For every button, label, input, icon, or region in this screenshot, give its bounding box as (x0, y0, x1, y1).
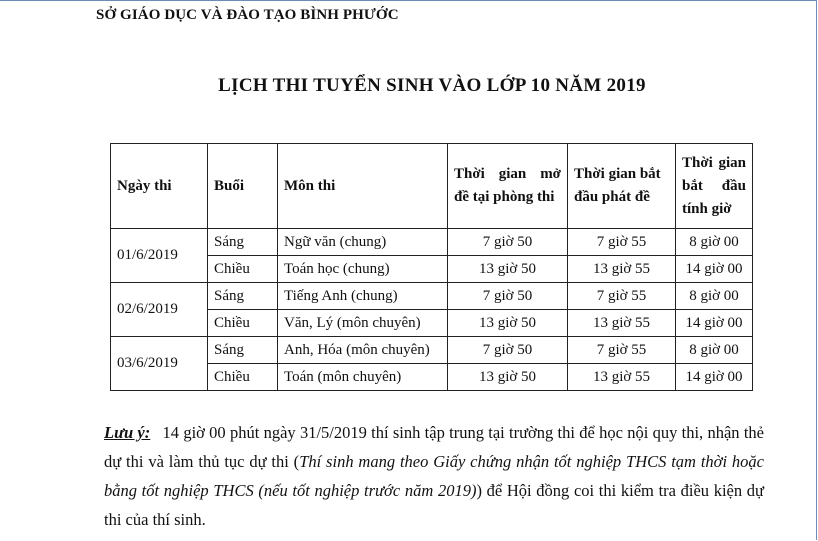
subject-cell: Tiếng Anh (chung) (278, 283, 448, 310)
distribute-time-cell: 13 giờ 55 (568, 310, 676, 337)
issuer-header: SỞ GIÁO DỤC VÀ ĐÀO TẠO BÌNH PHƯỚC (96, 7, 399, 23)
open-time-cell: 7 giờ 50 (448, 283, 568, 310)
distribute-time-cell: 7 giờ 55 (568, 229, 676, 256)
table-row (111, 229, 753, 256)
exam-date-cell: 02/6/2019 (111, 283, 208, 337)
start-time-cell: 14 giờ 00 (676, 310, 753, 337)
table-row (111, 364, 753, 391)
header-distribute-time: Thời gian bắt đầu phát đề (568, 144, 676, 229)
exam-date-cell: 03/6/2019 (111, 337, 208, 391)
session-cell: Chiều (208, 310, 278, 337)
subject-cell: Ngữ văn (chung) (278, 229, 448, 256)
header-start-time: Thời gian bắt đầu tính giờ (676, 144, 753, 229)
exam-schedule-table (110, 143, 753, 391)
session-cell: Sáng (208, 283, 278, 310)
distribute-time-cell: 13 giờ 55 (568, 256, 676, 283)
distribute-time-cell: 13 giờ 55 (568, 364, 676, 391)
table-row (111, 256, 753, 283)
start-time-cell: 14 giờ 00 (676, 256, 753, 283)
header-session: Buổi (208, 144, 278, 229)
subject-cell: Toán (môn chuyên) (278, 364, 448, 391)
note-label: Lưu ý: (104, 423, 151, 442)
open-time-cell: 7 giờ 50 (448, 229, 568, 256)
session-cell: Sáng (208, 229, 278, 256)
table-row (111, 283, 753, 310)
note-text-1: 14 giờ 00 phút ngày 31/5/2019 thí sinh tập trung tại trường thi để học nội quy thi, nhận thẻ dự thi và làm thủ tục dự thi ( (104, 423, 764, 471)
table-header-row (111, 144, 753, 229)
header-open-time: Thời gian mở đề tại phòng thi (448, 144, 568, 229)
start-time-cell: 8 giờ 00 (676, 337, 753, 364)
start-time-cell: 8 giờ 00 (676, 229, 753, 256)
subject-cell: Toán học (chung) (278, 256, 448, 283)
note-text-2: ) để Hội đồng coi thi kiểm tra điều kiện dự thi của thí sinh. (104, 481, 765, 529)
note-paragraph (104, 418, 764, 534)
open-time-cell: 13 giờ 50 (448, 256, 568, 283)
header-date: Ngày thi (111, 144, 208, 229)
start-time-cell: 8 giờ 00 (676, 283, 753, 310)
open-time-cell: 13 giờ 50 (448, 310, 568, 337)
document-title: LỊCH THI TUYỂN SINH VÀO LỚP 10 NĂM 2019 (218, 75, 646, 96)
table-row (111, 337, 753, 364)
distribute-time-cell: 7 giờ 55 (568, 283, 676, 310)
exam-date-cell: 01/6/2019 (111, 229, 208, 283)
table-row (111, 310, 753, 337)
session-cell: Chiều (208, 364, 278, 391)
open-time-cell: 13 giờ 50 (448, 364, 568, 391)
session-cell: Sáng (208, 337, 278, 364)
open-time-cell: 7 giờ 50 (448, 337, 568, 364)
start-time-cell: 14 giờ 00 (676, 364, 753, 391)
distribute-time-cell: 7 giờ 55 (568, 337, 676, 364)
subject-cell: Văn, Lý (môn chuyên) (278, 310, 448, 337)
note-italic-text: Thí sinh mang theo Giấy chứng nhận tốt nghiệp THCS tạm thời hoặc bằng tốt nghiệp THCS (nếu tốt nghiệp trước năm 2019) (104, 452, 764, 500)
session-cell: Chiều (208, 256, 278, 283)
header-subject: Môn thi (278, 144, 448, 229)
subject-cell: Anh, Hóa (môn chuyên) (278, 337, 448, 364)
